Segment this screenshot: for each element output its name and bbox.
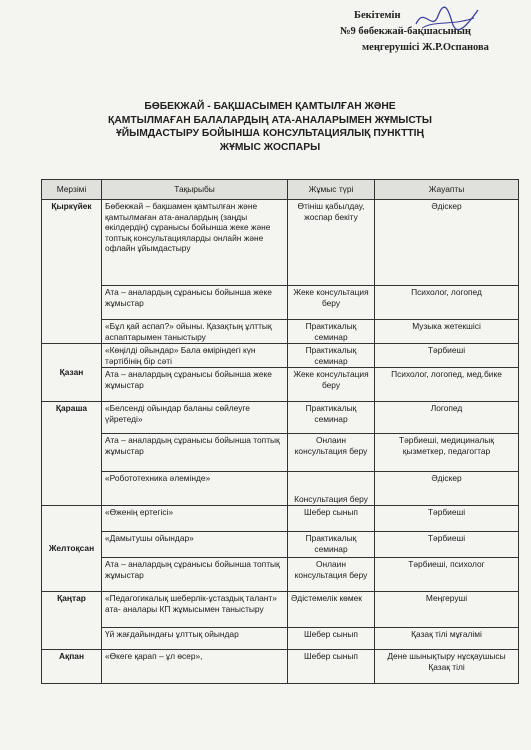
table-row	[42, 506, 519, 532]
header-cell: Мерзімі	[42, 180, 102, 200]
form-cell: Жеке консультация беру	[288, 368, 375, 402]
responsible-cell: Меңгеруші	[375, 592, 519, 628]
table-row	[42, 628, 519, 650]
title-line-3: ҰЙЫМДАСТЫРУ БОЙЫНША КОНСУЛЬТАЦИЯЛЫҚ ПУНКТТІҢ	[116, 128, 424, 139]
table-row	[42, 472, 519, 506]
form-cell: Онлаин консультация беру	[288, 434, 375, 472]
plan-table	[41, 179, 519, 684]
month-cell: Ақпан	[42, 650, 102, 684]
table-row	[42, 200, 519, 286]
table-row	[42, 320, 519, 344]
responsible-cell: Тәрбиеші	[375, 532, 519, 558]
table-row	[42, 532, 519, 558]
form-cell: Шебер сынып	[288, 506, 375, 532]
month-cell: Қазан	[42, 344, 102, 402]
topic-cell: Ата – аналардың сұранысы бойынша топтық жұмыстар	[102, 434, 288, 472]
form-cell: Өтініш қабылдау, жоспар бекіту	[288, 200, 375, 286]
topic-cell: «Белсенді ойындар баланы сөйлеуге үйретеді»	[102, 402, 288, 434]
form-cell: Практикалық семинар	[288, 320, 375, 344]
table-row	[42, 592, 519, 628]
topic-cell: «Көңілді ойындар» Бала өміріндегі күн тәртібінің бір сәті	[102, 344, 288, 368]
form-cell: Жеке консультация беру	[288, 286, 375, 320]
topic-cell: «Өкеге қарап – ұл өсер»,	[102, 650, 288, 684]
month-cell: Қараша	[42, 402, 102, 506]
table-row	[42, 650, 519, 684]
responsible-cell: Әдіскер	[375, 472, 519, 506]
responsible-cell: Әдіскер	[375, 200, 519, 286]
responsible-cell: Тәрбиеші	[375, 506, 519, 532]
responsible-cell: Тәрбиеші	[375, 344, 519, 368]
topic-cell: Ата – аналардың сұранысы бойынша жеке жұмыстар	[102, 368, 288, 402]
topic-cell: «Дамытушы ойындар»	[102, 532, 288, 558]
responsible-cell: Музыка жетекшісі	[375, 320, 519, 344]
topic-cell: «Робототехника әлемінде»	[102, 472, 288, 506]
month-cell: Қыркүйек	[42, 200, 102, 344]
title-line-1: БӨБЕКЖАЙ - БАҚШАСЫМЕН ҚАМТЫЛҒАН ЖӘНЕ	[144, 101, 396, 112]
table-header-row	[42, 180, 519, 200]
topic-cell: Бөбекжай – бақшамен қамтылған және қамтылмаған ата-аналардың (заңды өкілдердің) сұранысы бойынша жеке және топтық консультацияларды онлайн және офлайн ұйымдастыру	[102, 200, 288, 286]
responsible-cell: Психолог, логопед	[375, 286, 519, 320]
responsible-cell: Тәрбиеші, психолог	[375, 558, 519, 592]
month-cell: Қаңтар	[42, 592, 102, 650]
approval-line-1: Бекітемін	[354, 10, 401, 21]
table-row	[42, 434, 519, 472]
responsible-cell: Психолог, логопед, мед.бике	[375, 368, 519, 402]
form-cell: Әдістемелік көмек	[288, 592, 375, 628]
topic-cell: Үй жағдайындағы ұлттық ойындар	[102, 628, 288, 650]
table-row	[42, 344, 519, 368]
table-row	[42, 286, 519, 320]
topic-cell: Ата – аналардың сұранысы бойынша топтық жұмыстар	[102, 558, 288, 592]
signature-image	[412, 2, 482, 36]
topic-cell: «Бұл қай аспап?» ойыны. Қазақтың ұлттық аспаптарымен таныстыру	[102, 320, 288, 344]
table-row	[42, 558, 519, 592]
header-cell: Жұмыс түрі	[288, 180, 375, 200]
approval-line-2: №9 бөбекжай-бақшасының	[340, 26, 471, 37]
topic-cell: Ата – аналардың сұранысы бойынша жеке жұмыстар	[102, 286, 288, 320]
responsible-cell: Логопед	[375, 402, 519, 434]
form-cell: Практикалық семинар	[288, 532, 375, 558]
header-cell: Жауапты	[375, 180, 519, 200]
month-cell: Желтоқсан	[42, 506, 102, 592]
form-cell: Практикалық семинар	[288, 344, 375, 368]
topic-cell: «Педагогикалық шеберлік-ұстаздық талант» ата- аналары КП жұмысымен таныстыру	[102, 592, 288, 628]
title-line-2: ҚАМТЫЛМАҒАН БАЛАЛАРДЫҢ АТА-АНАЛАРЫМЕН ЖҰМЫСТЫ	[108, 114, 432, 126]
topic-cell: «Өженің ертегісі»	[102, 506, 288, 532]
form-cell: Практикалық семинар	[288, 402, 375, 434]
responsible-cell: Дене шынықтыру нұсқаушысы Қазақ тілі	[375, 650, 519, 684]
approval-line-3: меңгерушісі Ж.Р.Оспанова	[362, 42, 489, 53]
title-line-4: ЖҰМЫС ЖОСПАРЫ	[219, 141, 321, 153]
table-row	[42, 402, 519, 434]
form-cell: Консультация беру	[288, 472, 375, 506]
table-row	[42, 368, 519, 402]
responsible-cell: Тәрбиеші, медициналық қызметкер, педагогтар	[375, 434, 519, 472]
document-title	[70, 100, 470, 154]
form-cell: Шебер сынып	[288, 650, 375, 684]
responsible-cell: Қазақ тілі мұғалімі	[375, 628, 519, 650]
form-cell: Онлаин консультация беру	[288, 558, 375, 592]
form-cell: Шебер сынып	[288, 628, 375, 650]
header-cell: Тақырыбы	[102, 180, 288, 200]
